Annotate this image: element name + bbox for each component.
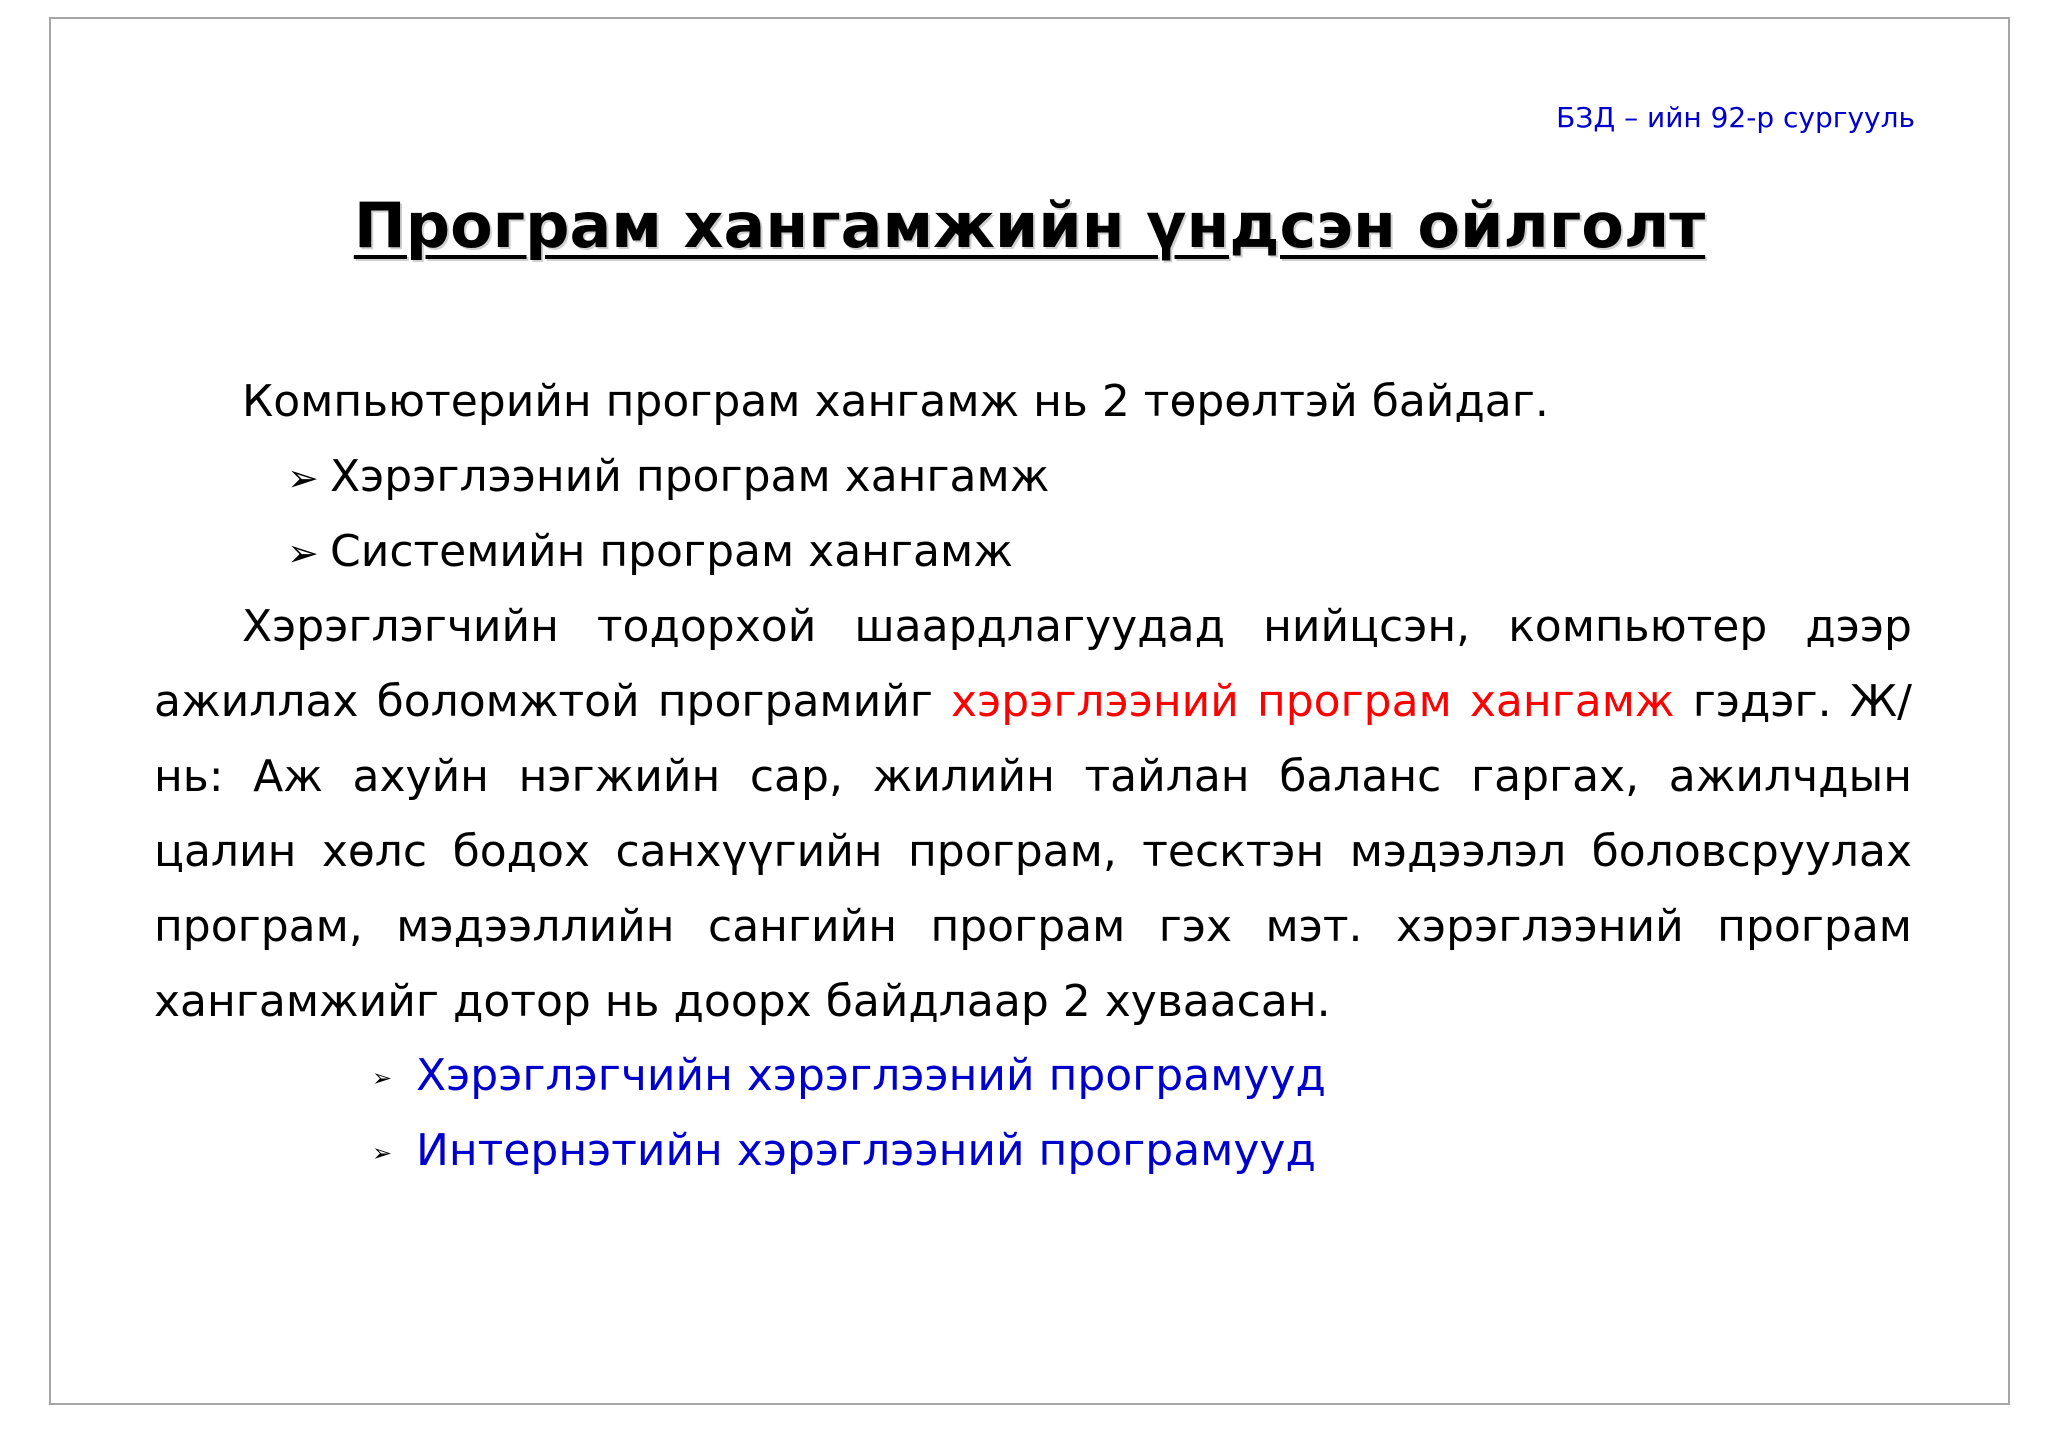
paragraph-part-2: гэдэг. Ж/нь: Аж ахуйн нэгжийн сар, жилийн тайлан баланс гаргах, ажилчдын цалин хөлс бодох санхүүгийн програм, тесктэн мэдээлэл боловсруулах програм, мэдээллийн сангийн програм гэх мэт. хэрэглээний програм хангамжийг дотор нь доорх байдлаар 2 хуваасан. [154,676,1912,1027]
page-title [51,189,2008,263]
school-name-note: БЗД – ийн 92-р сургууль [1556,101,1915,134]
main-bullet-label: Системийн програм хангамж [330,526,1013,577]
main-bullet-system-software [287,514,1013,591]
arrow-bullet-icon: ➢ [287,531,319,575]
page-title-text: Програм хангамжийн үндсэн ойлголт [353,189,1706,262]
definition-paragraph [154,589,1912,1039]
sub-bullet-user-applications [372,1038,1326,1116]
sub-bullet-label: Хэрэглэгчийн хэрэглээний програмууд [416,1050,1326,1101]
intro-text: Компьютерийн програм хангамж нь 2 төрөлтэй байдаг. [242,376,1549,427]
main-bullet-label: Хэрэглээний програм хангамж [330,451,1050,502]
small-arrow-bullet-icon: ➢ [372,1138,393,1167]
arrow-bullet-icon: ➢ [287,456,319,500]
paragraph-part-1: Хэрэглэгчийн тодорхой шаардлагуудад нийцсэн, компьютер дээр ажиллах боломжтой програмийг [154,601,1912,727]
small-arrow-bullet-icon: ➢ [372,1063,393,1092]
slide-frame [49,17,2010,1405]
highlighted-term: хэрэглээний програм хангамж [951,676,1675,727]
main-bullet-application-software [287,439,1049,516]
sub-bullet-internet-applications [372,1113,1316,1191]
sub-bullet-label: Интернэтийн хэрэглээний програмууд [416,1125,1316,1176]
